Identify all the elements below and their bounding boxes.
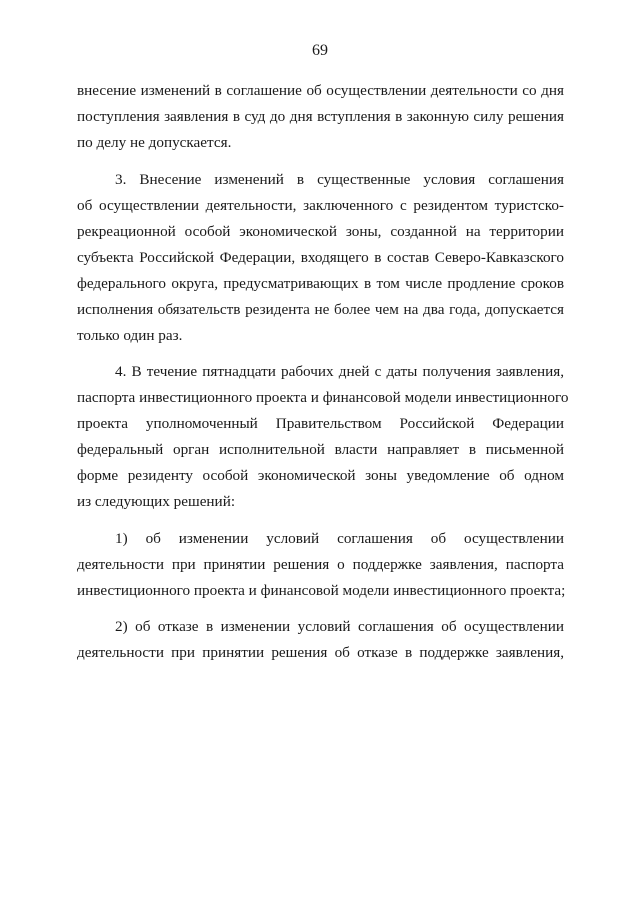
text-line: поступления заявления в суд до дня вступления в законную силу решения xyxy=(77,108,564,125)
text-line: об осуществлении деятельности, заключенного с резидентом туристско- xyxy=(77,196,564,214)
text-line: федерального округа, предусматривающих в том числе продление сроков xyxy=(77,274,564,292)
text-line: исполнения обязательств резидента не более чем на два года, допускается xyxy=(77,300,564,318)
paragraph-first-line: 4. В течение пятнадцати рабочих дней с даты получения заявления, xyxy=(115,363,564,380)
text-line: по делу не допускается. xyxy=(77,134,232,151)
text-line: проекта уполномоченный Правительством Российской Федерации xyxy=(77,415,564,432)
document-body xyxy=(77,78,569,666)
text-line: деятельности при принятии решения об отказе в поддержке заявления, xyxy=(77,644,564,661)
text-line: инвестиционного проекта и финансовой модели инвестиционного проекта; xyxy=(77,581,566,599)
text-line: федеральный орган исполнительной власти направляет в письменной xyxy=(77,441,564,458)
text-line: форме резиденту особой экономической зоны уведомление об одном xyxy=(77,467,564,484)
text-line: субъекта Российской Федерации, входящего в состав Северо-Кавказского xyxy=(77,248,564,266)
text-line: деятельности при принятии решения о поддержке заявления, паспорта xyxy=(77,555,564,573)
page-number: 69 xyxy=(312,42,328,59)
text-line: рекреационной особой экономической зоны, созданной на территории xyxy=(77,222,564,240)
paragraph-first-line: 3. Внесение изменений в существенные условия соглашения xyxy=(115,170,564,188)
text-line: только один раз. xyxy=(77,326,183,344)
text-line: паспорта инвестиционного проекта и финансовой модели инвестиционного xyxy=(77,389,569,406)
text-line: внесение изменений в соглашение об осуществлении деятельности со дня xyxy=(77,82,564,99)
text-line: из следующих решений: xyxy=(77,493,236,510)
paragraph-first-line: 2) об отказе в изменении условий соглашения об осуществлении xyxy=(115,618,564,635)
paragraph-first-line: 1) об изменении условий соглашения об осуществлении xyxy=(115,529,564,547)
